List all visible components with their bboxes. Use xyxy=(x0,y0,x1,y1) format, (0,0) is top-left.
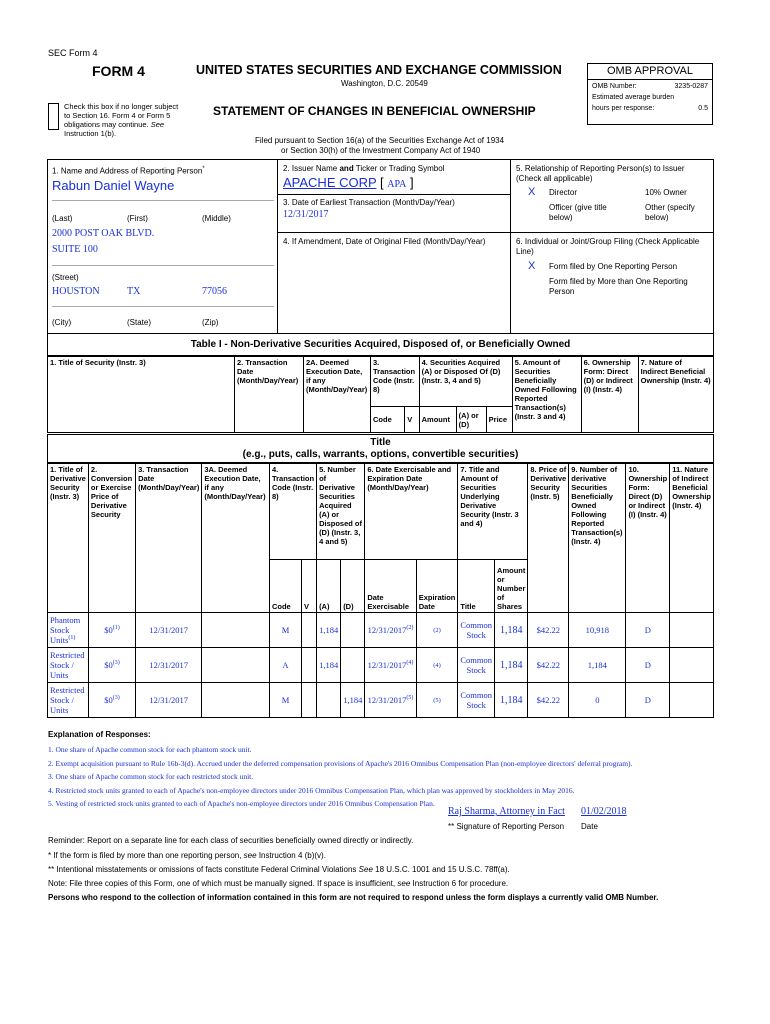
t2-a: (A) xyxy=(317,560,341,613)
row3-a xyxy=(317,683,341,718)
table-row xyxy=(48,683,714,718)
t2-d: (D) xyxy=(341,560,365,613)
t1-aord: (A) or (D) xyxy=(456,407,486,433)
middle-label: (Middle) xyxy=(202,214,231,223)
t1-price: Price xyxy=(486,407,512,433)
explanation-item: 3. One share of Apache common stock for each restricted stock unit. xyxy=(48,772,254,781)
t1-col5: 5. Amount of Securities Beneficially Owned Following Reported Transaction(s) (Instr. 3 and 4) xyxy=(512,357,581,433)
earliest-transaction-date: 12/31/2017 xyxy=(283,209,329,220)
omb-title: OMB APPROVAL xyxy=(588,64,712,80)
statement-title: STATEMENT OF CHANGES IN BENEFICIAL OWNERSHIP xyxy=(213,104,536,118)
omb-approval-box xyxy=(587,63,713,125)
no-longer-subject-checkbox[interactable] xyxy=(48,103,59,130)
t2-title: Title xyxy=(458,560,495,613)
zip-label: (Zip) xyxy=(202,318,219,327)
t2-col3: 3. Transaction Date (Month/Day/Year) xyxy=(136,464,202,613)
row3-under-amount: 1,184 xyxy=(495,683,528,718)
row2-form: D xyxy=(626,648,670,683)
row3-expiration: (5) xyxy=(416,683,458,718)
row1-a: 1,184 xyxy=(317,613,341,648)
box1-label: 1. Name and Address of Reporting Person* xyxy=(52,166,205,176)
t2-code: Code xyxy=(269,560,301,613)
row1-d xyxy=(341,613,365,648)
t2-col4: 4. Transaction Code (Instr. 8) xyxy=(269,464,316,560)
row3-date: 12/31/2017 xyxy=(136,683,202,718)
row1-title: Phantom Stock Units$^{(1)}$ xyxy=(48,613,89,648)
row1-deriv-price: $42.22 xyxy=(528,613,569,648)
row2-under-title: Common Stock xyxy=(458,648,495,683)
row1-exercisable: 12/31/2017$^{(2)}$ xyxy=(365,613,416,648)
row3-nature xyxy=(670,683,714,718)
more-persons-label: Form filed by More than One Reporting Person xyxy=(549,277,688,296)
double-star-note: ** Intentional misstatements or omissions of facts constitute Federal Criminal Violations See 18 U.S.C. 1001 and 15 U.S.C. 78ff(a). xyxy=(48,865,510,874)
row2-deemed xyxy=(202,648,270,683)
t1-col7: 7. Nature of Indirect Beneficial Ownership (Instr. 4) xyxy=(638,357,713,433)
omb-hours-value: 0.5 xyxy=(698,105,708,112)
file-copies-note: Note: File three copies of this Form, one of which must be manually signed. If space is insufficient, see Instruction 6 for procedure. xyxy=(48,879,509,888)
table2-title: Title (e.g., puts, calls, warrants, options, convertible securities) xyxy=(47,434,714,463)
t2-col5: 5. Number of Derivative Securities Acquired (A) or Disposed of (D) (Instr. 3, 4 and 5) xyxy=(317,464,365,560)
row1-v xyxy=(301,613,316,648)
omb-burden-label: Estimated average burden xyxy=(592,94,675,101)
box3-label: 3. Date of Earliest Transaction (Month/Day/Year) xyxy=(283,198,455,207)
explanation-item: 4. Restricted stock units granted to each of Apache's non-employee directors under 2016 Omnibus Compensation Plan, which plan was approved by stockholders in May 2016. xyxy=(48,785,575,795)
ten-percent-owner-label: 10% Owner xyxy=(645,188,687,197)
commission-title: UNITED STATES SECURITIES AND EXCHANGE COMMISSION xyxy=(196,63,562,77)
signature-label: ** Signature of Reporting Person xyxy=(448,822,565,831)
first-label: (First) xyxy=(127,214,148,223)
t1-amount: Amount xyxy=(419,407,456,433)
t1-col1: 1. Title of Security (Instr. 3) xyxy=(48,357,235,433)
single-star-note: * If the form is filed by more than one reporting person, see Instruction 4 (b)(v). xyxy=(48,851,326,860)
t2-expiration-date: Expiration Date xyxy=(416,560,458,613)
row2-deriv-price: $42.22 xyxy=(528,648,569,683)
t2-col2: 2. Conversion or Exercise Price of Derivative Security xyxy=(88,464,135,613)
street-label: (Street) xyxy=(52,273,79,282)
row1-under-amount: 1,184 xyxy=(495,613,528,648)
t2-col8: 8. Price of Derivative Security (Instr. 5) xyxy=(528,464,569,613)
row1-under-title: Common Stock xyxy=(458,613,495,648)
row3-exercisable: 12/31/2017$^{(5)}$ xyxy=(365,683,416,718)
explanation-item: 5. Vesting of restricted stock units granted to each of Apache's non-employee directors under 2016 Omnibus Compensation Plan. xyxy=(48,799,435,808)
row1-price: $0$^{(1)}$ xyxy=(88,613,135,648)
t1-col2a: 2A. Deemed Execution Date, if any (Month/Day/Year) xyxy=(304,357,371,433)
t2-col1: 1. Title of Derivative Security (Instr. 3) xyxy=(48,464,89,613)
one-person-label: Form filed by One Reporting Person xyxy=(549,262,678,271)
row2-expiration: (4) xyxy=(416,648,458,683)
row2-nature xyxy=(670,648,714,683)
one-person-check[interactable]: X xyxy=(528,260,536,272)
issuer-name-line: APACHE CORP [ APA ] xyxy=(283,175,414,190)
row2-code: A xyxy=(269,648,301,683)
table1 xyxy=(47,356,714,433)
box5-label: 5. Relationship of Reporting Person(s) to Issuer (Check all applicable) xyxy=(516,164,685,183)
t1-col3: 3. Transaction Code (Instr. 8) xyxy=(371,357,420,407)
row3-title: Restricted Stock / Units xyxy=(48,683,89,718)
row2-exercisable: 12/31/2017$^{(4)}$ xyxy=(365,648,416,683)
issuer-ticker: APA xyxy=(387,179,407,190)
table1-title: Table I - Non-Derivative Securities Acquired, Disposed of, or Beneficially Owned xyxy=(47,334,714,356)
street-line-1: 2000 POST OAK BLVD. xyxy=(52,228,155,239)
t1-col6: 6. Ownership Form: Direct (D) or Indirect (I) (Instr. 4) xyxy=(581,357,638,433)
omb-persons-note: Persons who respond to the collection of information contained in this form are not required to respond unless the form displays a currently valid OMB Number. xyxy=(48,893,659,902)
row1-code: M xyxy=(269,613,301,648)
row2-a: 1,184 xyxy=(317,648,341,683)
row2-owned: 1,184 xyxy=(569,648,626,683)
t2-date-exercisable: Date Exercisable xyxy=(365,560,416,613)
city-value: HOUSTON xyxy=(52,286,100,297)
t2-col11: 11. Nature of Indirect Beneficial Ownership (Instr. 4) xyxy=(670,464,714,613)
street-line-2: SUITE 100 xyxy=(52,244,98,255)
t2-col9: 9. Number of derivative Securities Beneficially Owned Following Reported Transaction(s) (Instr. 4) xyxy=(569,464,626,613)
table-row xyxy=(48,613,714,648)
row1-expiration: (2) xyxy=(416,613,458,648)
last-label: (Last) xyxy=(52,214,73,223)
row1-nature xyxy=(670,613,714,648)
row3-deriv-price: $42.22 xyxy=(528,683,569,718)
reminder-text: Reminder: Report on a separate line for each class of securities beneficially owned directly or indirectly. xyxy=(48,836,414,845)
table-row xyxy=(48,648,714,683)
city-label: (City) xyxy=(52,318,72,327)
row3-under-title: Common Stock xyxy=(458,683,495,718)
row3-form: D xyxy=(626,683,670,718)
row3-deemed xyxy=(202,683,270,718)
row2-v xyxy=(301,648,316,683)
director-check[interactable]: X xyxy=(528,186,536,198)
t2-v: V xyxy=(301,560,316,613)
t2-col7: 7. Title and Amount of Securities Underlying Derivative Security (Instr. 3 and 4) xyxy=(458,464,528,560)
state-label: (State) xyxy=(127,318,152,327)
box4-label: 4. If Amendment, Date of Original Filed (Month/Day/Year) xyxy=(283,237,486,246)
form-title: FORM 4 xyxy=(92,63,145,79)
sec-form-label: SEC Form 4 xyxy=(48,48,98,58)
t1-v: V xyxy=(405,407,419,433)
checkbox-label: Check this box if no longer subject to Section 16. Form 4 or Form 5 obligations may continue. See Instruction 1(b). xyxy=(64,102,179,138)
t2-col6: 6. Date Exercisable and Expiration Date (Month/Day/Year) xyxy=(365,464,458,560)
row1-owned: 10,918 xyxy=(569,613,626,648)
explanation-item: 1. One share of Apache common stock for each phantom stock unit. xyxy=(48,745,252,754)
row2-price: $0$^{(3)}$ xyxy=(88,648,135,683)
signature-date: 01/02/2018 xyxy=(581,806,627,817)
row2-date: 12/31/2017 xyxy=(136,648,202,683)
other-label: Other (specify below) xyxy=(645,203,695,222)
row2-title: Restricted Stock / Units xyxy=(48,648,89,683)
row1-deemed xyxy=(202,613,270,648)
filed-pursuant-2: or Section 30(h) of the Investment Company Act of 1940 xyxy=(281,146,481,155)
row3-v xyxy=(301,683,316,718)
t2-amount-shares: Amount or Number of Shares xyxy=(495,560,528,613)
explanation-title: Explanation of Responses: xyxy=(48,730,151,739)
omb-number-label: OMB Number: xyxy=(592,83,637,90)
t2-col3a: 3A. Deemed Execution Date, if any (Month/Day/Year) xyxy=(202,464,270,613)
officer-label: Officer (give title below) xyxy=(549,203,607,222)
row3-price: $0$^{(3)}$ xyxy=(88,683,135,718)
row2-d xyxy=(341,648,365,683)
box6-label: 6. Individual or Joint/Group Filing (Check Applicable Line) xyxy=(516,237,700,256)
row1-date: 12/31/2017 xyxy=(136,613,202,648)
row3-code: M xyxy=(269,683,301,718)
row3-owned: 0 xyxy=(569,683,626,718)
t1-col4: 4. Securities Acquired (A) or Disposed Of (D) (Instr. 3, 4 and 5) xyxy=(419,357,512,407)
row1-form: D xyxy=(626,613,670,648)
explanation-item: 2. Exempt acquisition pursuant to Rule 16b-3(d). Accrued under the deferred compensation provisions of Apache's 2016 Omnibus Compensation Plan (non-employee directors' deferral program). xyxy=(48,758,633,768)
omb-hours-label: hours per response: xyxy=(592,105,655,112)
row2-under-amount: 1,184 xyxy=(495,648,528,683)
filed-pursuant-1: Filed pursuant to Section 16(a) of the Securities Exchange Act of 1934 xyxy=(255,136,505,145)
date-label: Date xyxy=(581,822,598,831)
director-label: Director xyxy=(549,188,578,197)
reporting-person-name: Rabun Daniel Wayne xyxy=(52,178,175,193)
t1-col2: 2. Transaction Date (Month/Day/Year) xyxy=(235,357,304,433)
signature-name: Raj Sharma, Attorney in Fact xyxy=(448,806,565,817)
row3-d: 1,184 xyxy=(341,683,365,718)
table2 xyxy=(47,463,714,718)
explanation-list xyxy=(48,745,714,813)
zip-value: 77056 xyxy=(202,286,227,297)
omb-number-value: 3235-0287 xyxy=(674,83,708,90)
commission-location: Washington, D.C. 20549 xyxy=(341,79,428,88)
box2-label: 2. Issuer Name and Ticker or Trading Symbol xyxy=(283,164,445,173)
issuer-name[interactable]: APACHE CORP xyxy=(283,175,377,190)
t2-col10: 10. Ownership Form: Direct (D) or Indirect (I) (Instr. 4) xyxy=(626,464,670,613)
state-value: TX xyxy=(127,286,141,297)
t1-code: Code xyxy=(371,407,405,433)
